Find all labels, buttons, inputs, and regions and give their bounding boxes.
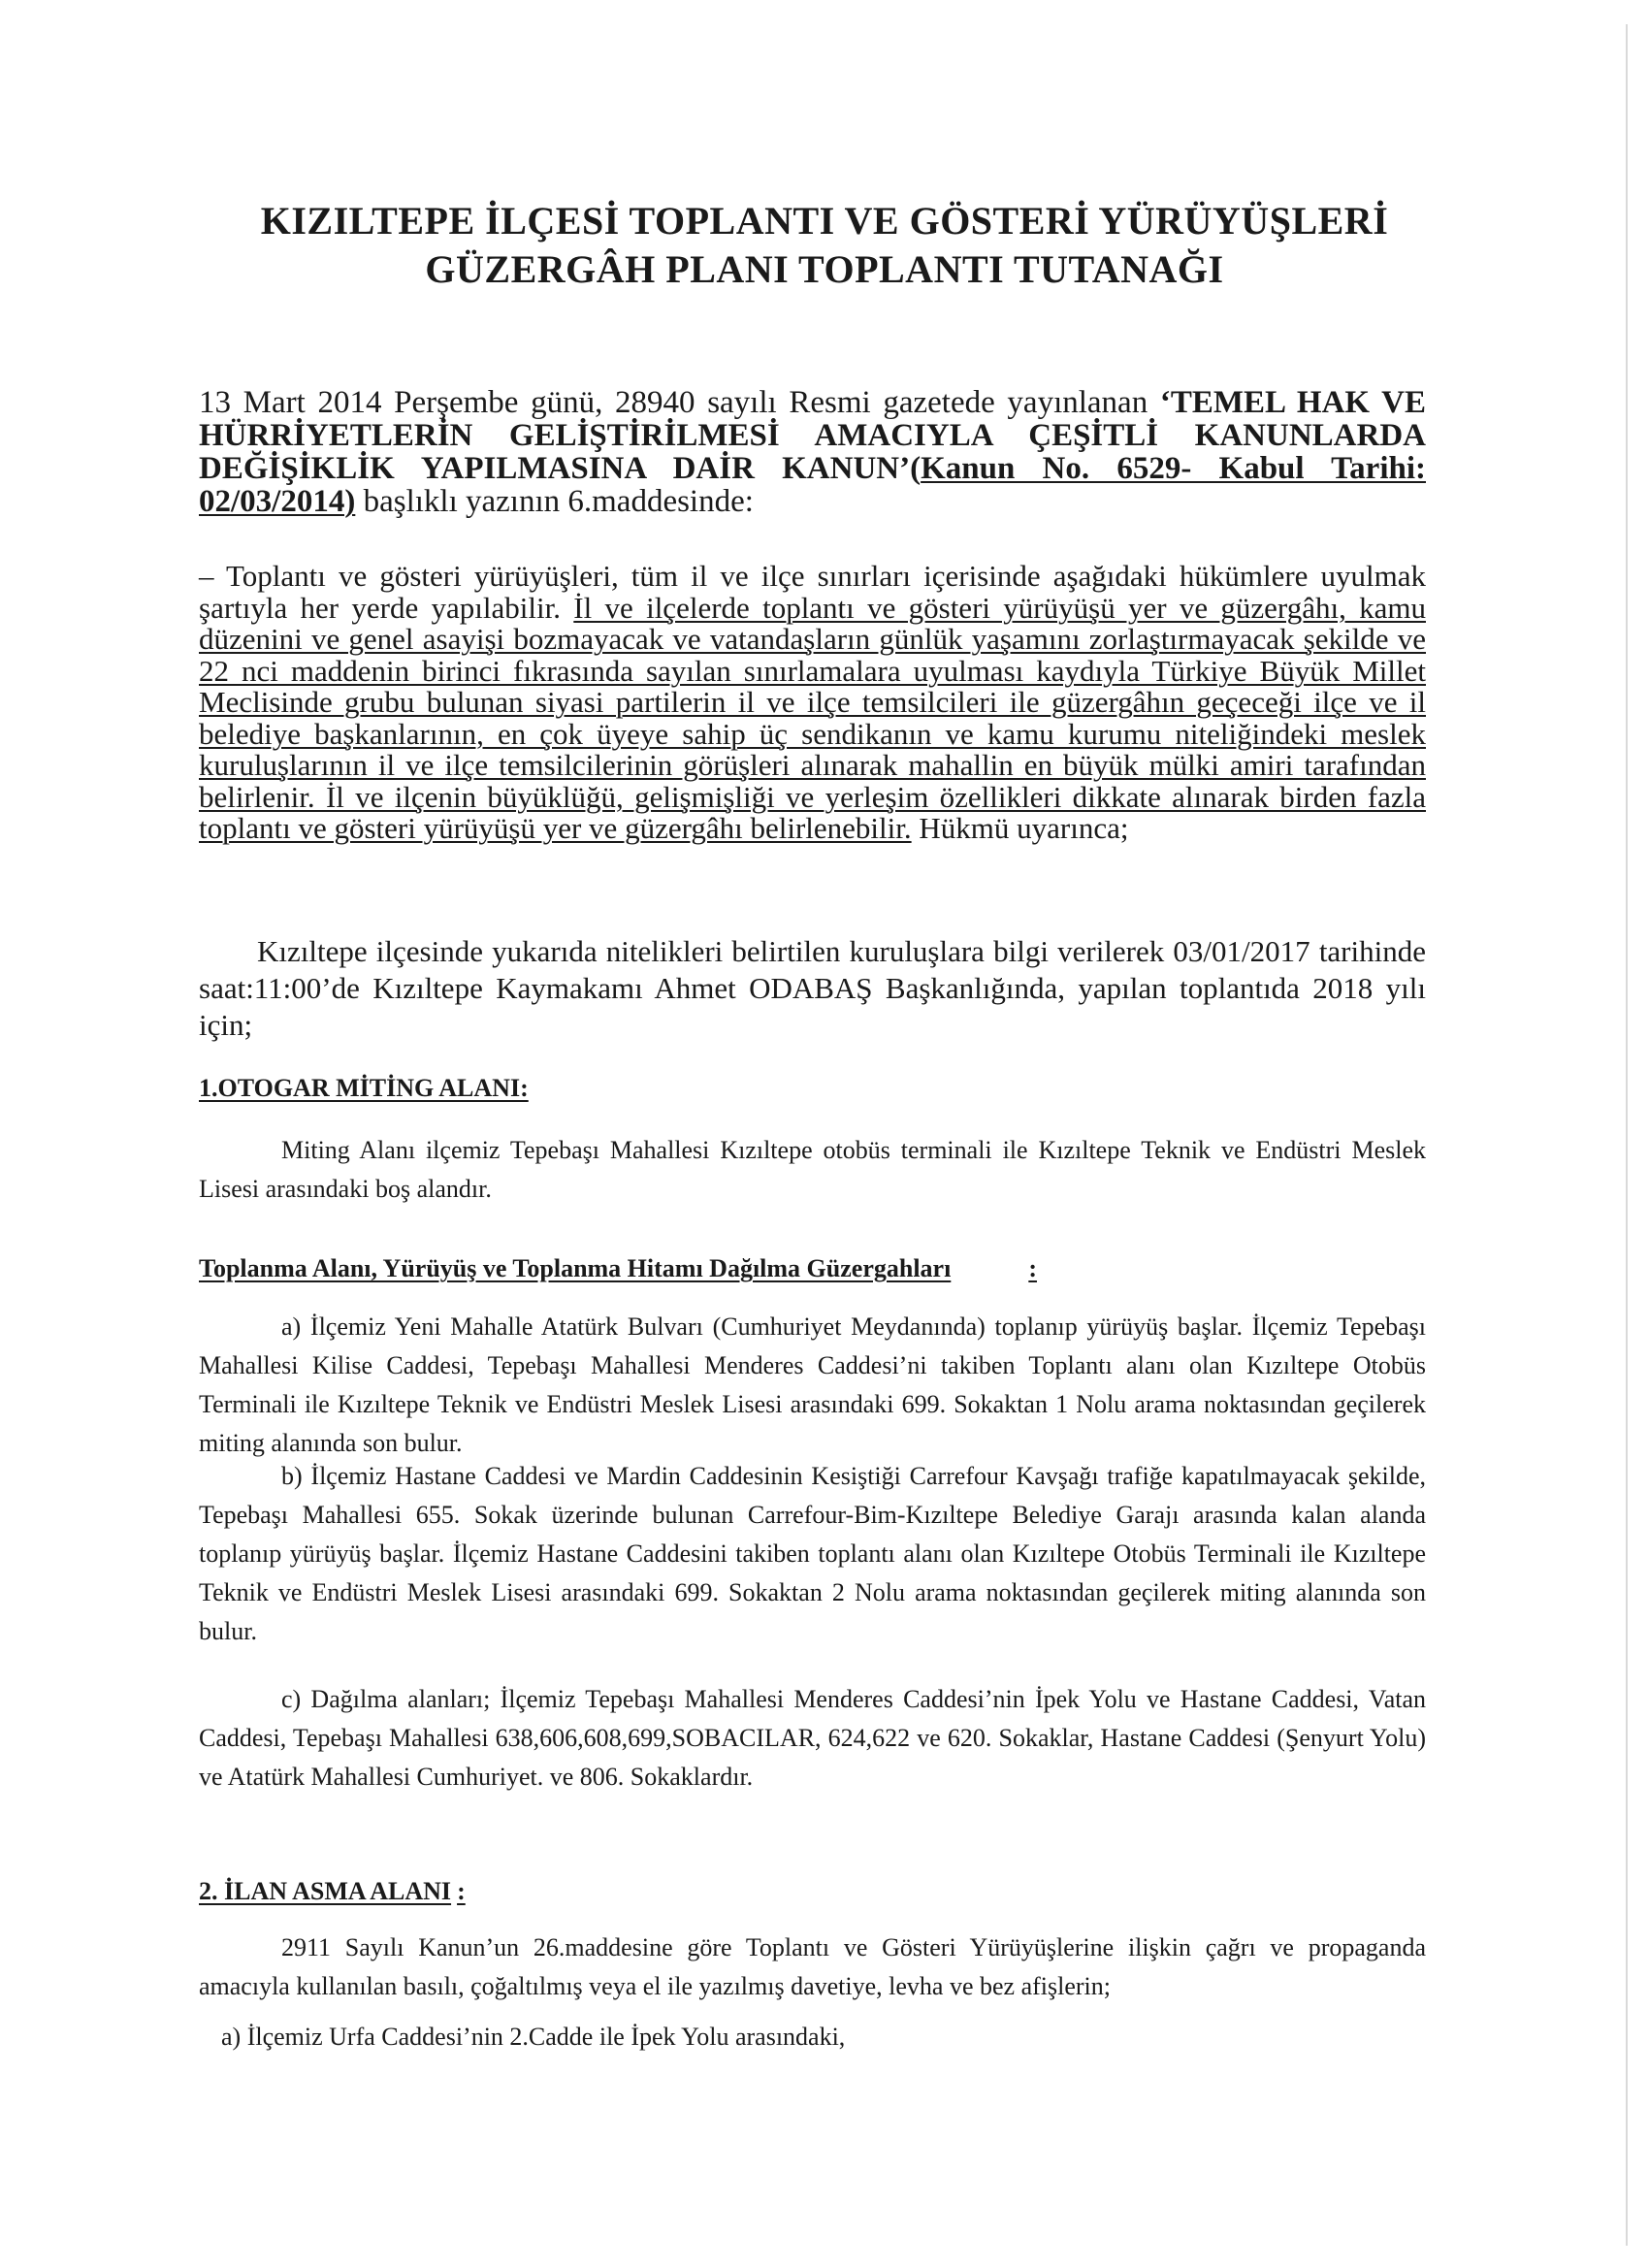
document-title-line2: GÜZERGÂH PLANI TOPLANTI TUTANAĞI (425, 247, 1224, 291)
section2-heading (199, 1877, 466, 1906)
section2-heading-text: 2. İLAN ASMA ALANI (199, 1877, 452, 1905)
routes-heading (199, 1254, 1037, 1283)
article-text: – Toplantı ve gösteri yürüyüşleri, tüm il ve ilçe sınırları içerisinde aşağıdaki hükümlere uyulmak şartıyla her yerde yapılabilir. (199, 559, 1426, 625)
intro-text: 13 Mart 2014 Perşembe günü, 28940 sayılı Resmi gazetede yayınlanan (199, 385, 1160, 420)
section2-description: 2911 Sayılı Kanun’un 26.maddesine göre Toplantı ve Gösteri Yürüyüşlerine ilişkin çağrı ve propaganda amacıyla kullanılan basılı, çoğaltılmış veya el ile yazılmış davetiye, levha ve bez afişlerin; (199, 1933, 1426, 2000)
intro-tail: başlıklı yazının 6.maddesinde: (355, 484, 754, 519)
section1-heading: 1.OTOGAR MİTİNG ALANI: (199, 1074, 529, 1102)
routes-heading-text: Toplanma Alanı, Yürüyüş ve Toplanma Hitamı Dağılma Güzergahları (199, 1254, 952, 1282)
article-underlined-text: İl ve ilçelerde toplantı ve gösteri yürüyüşü yer ve güzergâhı, kamu düzenini ve genel asayişi bozmayacak ve vatandaşların günlük yaşamını zorlaştırmayacak şekilde ve 22 nci maddenin birinci fıkrasında sayılan sınırlamalara uyulması kaydıyla Türkiye Büyük Millet Meclisinde grubu bulunan siyasi partilerin il ve ilçe temsilcileri ile güzergâhın geçeceği ilçe ve il belediye başkanlarının, en çok üyeye sahip üç sendikanın ve kamu kurumu niteliğindeki meslek kuruluşlarının il ve ilçe temsilcilerinin görüşleri alınarak mahallin en büyük mülki amiri tarafından belirlenir. İl ve ilçenin büyüklüğü, gelişmişliği ve yerleşim özellikleri dikkate alınarak birden fazla toplantı ve gösteri yürüyüşü yer ve güzergâhı belirlenebilir. (199, 590, 1426, 845)
document-title-line1: KIZILTEPE İLÇESİ TOPLANTI VE GÖSTERİ YÜRÜYÜŞLERİ (260, 199, 1389, 243)
section2-heading-colon: : (457, 1877, 466, 1905)
section1-description: Miting Alanı ilçemiz Tepebaşı Mahallesi Kızıltepe otobüs terminali ile Kızıltepe Teknik ve Endüstri Meslek Lisesi arasındaki boş alandır. (199, 1136, 1426, 1203)
meeting-paragraph: Kızıltepe ilçesinde yukarıda nitelikleri belirtilen kuruluşlara bilgi verilerek 03/01/2017 tarihinde saat:11:00’de Kızıltepe Kaymakamı Ahmet ODABAŞ Başkanlığında, yapılan toplantıda 2018 yılı için; (199, 934, 1426, 1042)
route-c: c) Dağılma alanları; İlçemiz Tepebaşı Mahallesi Menderes Caddesi’nin İpek Yolu ve Hastane Caddesi, Vatan Caddesi, Tepebaşı Mahallesi 638,606,608,699,SOBACILAR, 624,622 ve 620. Sokaklar, Hastane Caddesi (Şenyurt Yolu) ve Atatürk Mahallesi Cumhuriyet. ve 806. Sokaklardır. (199, 1685, 1426, 1791)
article-tail: Hükmü uyarınca; (911, 811, 1129, 845)
scan-edge-line (1626, 24, 1628, 2246)
intro-paragraph (199, 386, 1426, 518)
law-number: Kanun No. 6529- Kabul Tarihi: 02/03/2014) (199, 451, 1426, 519)
route-b: b) İlçemiz Hastane Caddesi ve Mardin Caddesinin Kesiştiği Carrefour Kavşağı trafiğe kapatılmayacak şekilde, Tepebaşı Mahallesi 655. Sokak üzerinde bulunan Carrefour-Bim-Kızıltepe Belediye Garajı arasında kalan alanda toplanıp yürüyüş başlar. İlçemiz Hastane Caddesini takiben toplantı alanı olan Kızıltepe Otobüs Terminali ile Kızıltepe Teknik ve Endüstri Meslek Lisesi arasındaki 699. Sokaktan 2 Nolu arama noktasından geçilerek miting alanında son bulur. (199, 1462, 1426, 1645)
section2-item-a: a) İlçemiz Urfa Caddesi’nin 2.Cadde ile İpek Yolu arasındaki, (221, 2023, 846, 2051)
article-quote (199, 561, 1426, 845)
route-a: a) İlçemiz Yeni Mahalle Atatürk Bulvarı (Cumhuriyet Meydanında) toplanıp yürüyüş başlar. İlçemiz Tepebaşı Mahallesi Kilise Caddesi, Tepebaşı Mahallesi Menderes Caddesi’ni takiben Toplantı alanı olan Kızıltepe Otobüs Terminali ile Kızıltepe Teknik ve Endüstri Meslek Lisesi arasındaki 699. Sokaktan 1 Nolu arama noktasından geçilerek miting alanında son bulur. (199, 1312, 1426, 1457)
law-title: ‘TEMEL HAK VE HÜRRİYETLERİN GELİŞTİRİLMESİ AMACIYLA ÇEŞİTLİ KANUNLARDA DEĞİŞİKLİK YAPILMASINA DAİR KANUN’( (199, 385, 1426, 486)
routes-heading-colon: : (1028, 1254, 1037, 1282)
